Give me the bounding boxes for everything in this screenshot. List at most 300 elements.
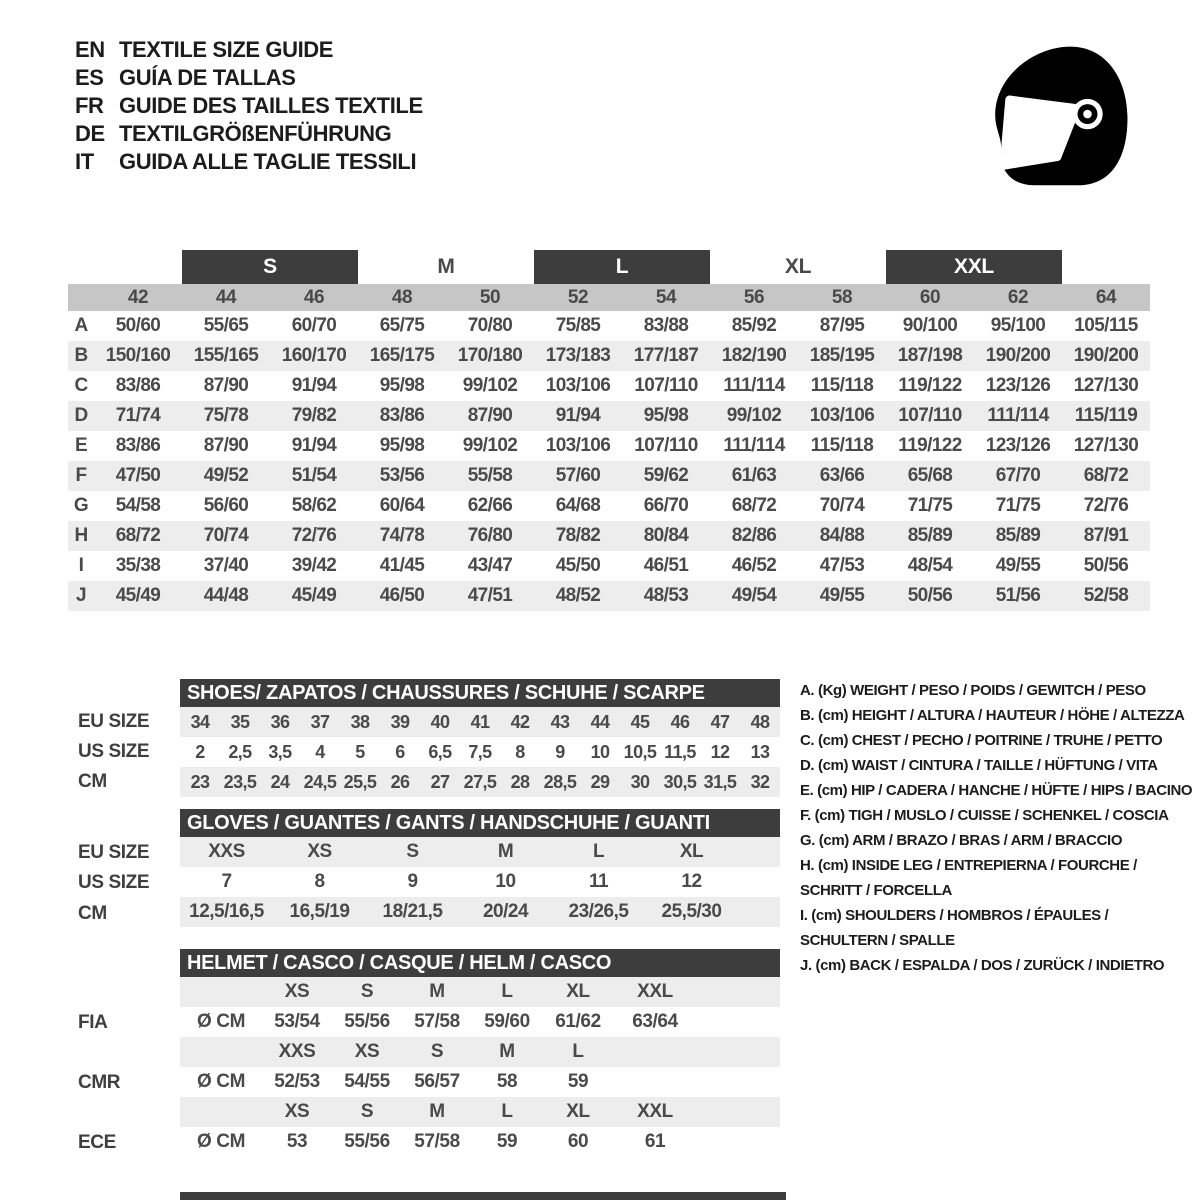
measurement-value: 103/106 <box>545 375 611 396</box>
measurement-row <box>68 431 1150 461</box>
numeric-size-label: 58 <box>831 286 853 308</box>
shoes-us-value: 6,5 <box>428 741 452 762</box>
measurement-value: 54/58 <box>115 495 161 516</box>
gloves-cm-label: CM <box>78 903 107 924</box>
helmet-diameter-value: 53 <box>286 1131 308 1152</box>
shoes-eu-row <box>180 707 780 737</box>
language-code: DE <box>75 121 105 146</box>
helmet-diameter-value: 58 <box>496 1071 518 1092</box>
helmet-cmr-label: CMR <box>78 1072 121 1093</box>
measurement-value: 65/68 <box>907 465 953 486</box>
numeric-size-label: 46 <box>303 286 325 308</box>
measurement-value: 48/53 <box>643 585 689 606</box>
helmet-diameter-value: 59/60 <box>484 1011 530 1032</box>
numeric-size-label: 44 <box>215 286 237 308</box>
row-letter: A <box>74 315 88 336</box>
measurement-value: 123/126 <box>985 435 1051 456</box>
measurement-rows <box>68 311 1150 611</box>
numeric-size-header-row <box>68 284 1150 311</box>
shoes-us-value: 12 <box>710 741 730 762</box>
numeric-size-label: 56 <box>743 286 765 308</box>
shoes-eu-value: 47 <box>710 711 730 732</box>
gloves-eu-value: XXS <box>208 841 245 862</box>
measurement-value: 173/183 <box>545 345 611 366</box>
measurement-value: 55/65 <box>203 315 249 336</box>
shoes-eu-value: 46 <box>670 711 690 732</box>
shoes-us-value: 10 <box>590 741 610 762</box>
gloves-cm-value: 16,5/19 <box>289 901 350 922</box>
helmet-sizes-row <box>180 1037 780 1067</box>
helmet-fia-label: FIA <box>78 1012 108 1033</box>
row-letter: G <box>73 495 89 516</box>
helmet-size-label: S <box>360 981 374 1002</box>
gloves-us-value: 7 <box>221 871 232 892</box>
measurement-value: 68/72 <box>115 525 161 546</box>
shoes-eu-value: 35 <box>230 711 250 732</box>
measurement-value: 44/48 <box>203 585 249 606</box>
measurement-value: 150/160 <box>105 345 171 366</box>
measurement-value: 56/60 <box>203 495 249 516</box>
helmet-diameter-value: 59 <box>496 1131 518 1152</box>
helmet-size-table <box>180 949 780 1157</box>
measurement-value: 127/130 <box>1073 435 1139 456</box>
measurement-value: 47/53 <box>819 555 865 576</box>
gloves-us-row <box>180 867 780 897</box>
helmet-values-row <box>180 1007 780 1037</box>
legend-line: C. (cm) CHEST / PECHO / POITRINE / TRUHE / PETTO <box>800 732 1163 749</box>
measurement-value: 60/64 <box>379 495 425 516</box>
helmet-diameter-value: 57/58 <box>414 1131 460 1152</box>
measurement-value: 83/88 <box>643 315 689 336</box>
measurement-row <box>68 521 1150 551</box>
measurement-row <box>68 581 1150 611</box>
measurement-value: 115/119 <box>1074 405 1138 426</box>
measurement-value: 165/175 <box>369 345 435 366</box>
size-group-header-row <box>68 250 1150 284</box>
measurement-value: 50/60 <box>115 315 161 336</box>
measurement-value: 85/89 <box>907 525 953 546</box>
gloves-us-value: 12 <box>681 871 702 892</box>
shoes-cm-value: 32 <box>750 771 770 792</box>
measurement-value: 90/100 <box>902 315 958 336</box>
legend-line: E. (cm) HIP / CADERA / HANCHE / HÜFTE / HIPS / BACINO <box>800 782 1193 799</box>
measurement-value: 182/190 <box>721 345 787 366</box>
measurement-value: 50/56 <box>1083 555 1129 576</box>
measurement-value: 170/180 <box>457 345 523 366</box>
measurement-value: 91/94 <box>291 435 337 456</box>
helmet-standard-rows <box>180 977 780 1157</box>
shoes-us-value: 2 <box>195 741 205 762</box>
helmet-size-label: XS <box>354 1041 380 1062</box>
shoes-eu-value: 38 <box>350 711 370 732</box>
measurement-row <box>68 461 1150 491</box>
row-letter: F <box>75 465 87 486</box>
gloves-cm-value: 20/24 <box>482 901 529 922</box>
diameter-unit-label: Ø CM <box>196 1011 245 1032</box>
measurement-value: 115/118 <box>810 375 874 396</box>
measurement-value: 87/90 <box>203 435 249 456</box>
numeric-size-label: 42 <box>127 286 149 308</box>
helmet-size-label: XXL <box>637 1101 673 1122</box>
shoes-eu-value: 37 <box>310 711 330 732</box>
shoes-cm-value: 31,5 <box>703 771 737 792</box>
legend-line: I. (cm) SHOULDERS / HOMBROS / ÉPAULES / <box>800 907 1109 924</box>
gloves-cm-value: 18/21,5 <box>382 901 443 922</box>
measurement-value: 49/55 <box>819 585 865 606</box>
language-row <box>75 92 423 120</box>
garment-size-table <box>68 250 1150 611</box>
helmet-size-label: XS <box>284 1101 310 1122</box>
helmet-size-label: M <box>499 1041 515 1062</box>
gloves-eu-value: S <box>406 841 419 862</box>
shoes-us-value: 2,5 <box>228 741 252 762</box>
numeric-size-label: 54 <box>655 286 677 308</box>
measurement-value: 39/42 <box>291 555 337 576</box>
gloves-eu-value: M <box>497 841 514 862</box>
row-letter: B <box>74 345 88 366</box>
gloves-us-value: 11 <box>588 871 609 892</box>
measurement-value: 70/80 <box>467 315 513 336</box>
helmet-size-label: L <box>572 1041 584 1062</box>
measurement-value: 79/82 <box>291 405 337 426</box>
measurement-value: 48/52 <box>555 585 601 606</box>
helmet-diameter-value: 63/64 <box>632 1011 678 1032</box>
measurement-value: 103/106 <box>809 405 875 426</box>
shoes-cm-value: 26 <box>390 771 410 792</box>
measurement-value: 87/95 <box>819 315 865 336</box>
shoes-cm-value: 23,5 <box>223 771 257 792</box>
measurement-value: 67/70 <box>995 465 1041 486</box>
gloves-section-header: GLOVES / GUANTES / GANTS / HANDSCHUHE / GUANTI <box>180 809 780 837</box>
helmet-icon <box>983 35 1135 195</box>
gloves-eu-row <box>180 837 780 867</box>
guide-title-text: TEXTILGRÖßENFÜHRUNG <box>119 121 392 146</box>
diameter-unit-label: Ø CM <box>196 1131 245 1152</box>
measurement-value: 85/92 <box>731 315 777 336</box>
measurement-value: 46/52 <box>731 555 777 576</box>
measurement-value: 95/100 <box>990 315 1046 336</box>
measurement-value: 74/78 <box>379 525 425 546</box>
guide-title-text: GUIDA ALLE TAGLIE TESSILI <box>119 149 417 174</box>
measurement-value: 91/94 <box>291 375 337 396</box>
numeric-size-label: 62 <box>1007 286 1029 308</box>
size-group-xl: XL <box>784 255 812 278</box>
gloves-size-table <box>180 809 780 927</box>
gloves-eu-value: XS <box>307 841 332 862</box>
helmet-diameter-value: 61 <box>644 1131 666 1152</box>
legend-line: F. (cm) TIGH / MUSLO / CUISSE / SCHENKEL / COSCIA <box>800 807 1169 824</box>
measurement-value: 83/86 <box>115 375 161 396</box>
legend-line: G. (cm) ARM / BRAZO / BRAS / ARM / BRACCIO <box>800 832 1123 849</box>
measurement-value: 45/50 <box>555 555 601 576</box>
helmet-size-label: XXL <box>637 981 673 1002</box>
shoes-size-table <box>180 679 780 797</box>
shoes-cm-value: 28,5 <box>543 771 577 792</box>
language-code: FR <box>75 93 104 118</box>
measurement-value: 95/98 <box>643 405 689 426</box>
helmet-sizes-row <box>180 977 780 1007</box>
measurement-value: 123/126 <box>985 375 1051 396</box>
measurement-row <box>68 401 1150 431</box>
measurement-value: 111/114 <box>723 375 785 396</box>
gloves-cm-value: 25,5/30 <box>661 901 722 922</box>
measurement-value: 72/76 <box>291 525 337 546</box>
shoes-eu-value: 42 <box>510 711 530 732</box>
measurement-value: 51/54 <box>291 465 337 486</box>
row-letter: E <box>74 435 88 456</box>
measurement-value: 46/50 <box>379 585 425 606</box>
measurement-value: 87/91 <box>1083 525 1129 546</box>
language-row <box>75 36 423 64</box>
measurement-value: 68/72 <box>731 495 777 516</box>
cropped-next-section-bar <box>180 1192 786 1200</box>
measurement-value: 71/75 <box>995 495 1041 516</box>
measurement-value: 75/78 <box>203 405 249 426</box>
measurement-value: 85/89 <box>995 525 1041 546</box>
measurement-value: 127/130 <box>1073 375 1139 396</box>
measurement-row <box>68 491 1150 521</box>
measurement-value: 48/54 <box>907 555 953 576</box>
measurement-value: 115/118 <box>810 435 874 456</box>
numeric-size-label: 52 <box>567 286 589 308</box>
helmet-size-label: XS <box>284 981 310 1002</box>
measurement-value: 72/76 <box>1083 495 1129 516</box>
measurement-row <box>68 341 1150 371</box>
shoes-cm-value: 23 <box>190 771 210 792</box>
shoes-cm-value: 27 <box>430 771 450 792</box>
measurement-value: 119/122 <box>898 435 962 456</box>
measurement-value: 111/114 <box>723 435 785 456</box>
row-letter: H <box>74 525 88 546</box>
measurement-value: 107/110 <box>634 435 698 456</box>
measurement-value: 52/58 <box>1083 585 1129 606</box>
measurement-value: 80/84 <box>643 525 689 546</box>
shoes-us-value: 8 <box>515 741 525 762</box>
helmet-diameter-value: 56/57 <box>414 1071 460 1092</box>
shoes-us-value: 7,5 <box>468 741 492 762</box>
size-group-s: S <box>182 250 358 284</box>
measurement-value: 83/86 <box>115 435 161 456</box>
helmet-size-label: S <box>360 1101 374 1122</box>
shoes-cm-row <box>180 767 780 797</box>
shoes-cm-value: 28 <box>510 771 530 792</box>
helmet-size-label: L <box>501 981 513 1002</box>
measurement-value: 87/90 <box>203 375 249 396</box>
measurement-value: 99/102 <box>462 435 518 456</box>
measurement-value: 65/75 <box>379 315 425 336</box>
language-code: ES <box>75 65 104 90</box>
helmet-values-row <box>180 1127 780 1157</box>
guide-title-text: GUÍA DE TALLAS <box>119 65 296 90</box>
measurement-value: 45/49 <box>291 585 337 606</box>
shoes-cm-value: 30 <box>630 771 650 792</box>
measurement-value: 155/165 <box>193 345 259 366</box>
language-row <box>75 64 423 92</box>
measurement-value: 60/70 <box>291 315 337 336</box>
gloves-eu-value: XL <box>679 841 704 862</box>
measurement-value: 68/72 <box>1083 465 1129 486</box>
helmet-sizes-row <box>180 1097 780 1127</box>
measurement-value: 57/60 <box>555 465 601 486</box>
shoes-us-value: 3,5 <box>268 741 292 762</box>
helmet-diameter-value: 61/62 <box>555 1011 601 1032</box>
guide-title-text: GUIDE DES TAILLES TEXTILE <box>119 93 423 118</box>
row-letter: D <box>74 405 88 426</box>
gloves-cm-value: 12,5/16,5 <box>189 901 264 922</box>
gloves-cm-row <box>180 897 780 927</box>
shoes-us-size-label: US SIZE <box>78 741 150 762</box>
shoes-cm-value: 30,5 <box>663 771 697 792</box>
shoes-us-value: 10,5 <box>623 741 657 762</box>
language-code: EN <box>75 37 105 62</box>
shoes-cm-value: 27,5 <box>463 771 497 792</box>
shoes-eu-value: 48 <box>750 711 770 732</box>
legend-line: SCHRITT / FORCELLA <box>800 882 952 899</box>
size-group-m: M <box>437 255 455 278</box>
measurement-value: 35/38 <box>115 555 161 576</box>
measurement-value: 70/74 <box>819 495 865 516</box>
measurement-value: 71/75 <box>907 495 953 516</box>
language-row <box>75 120 423 148</box>
gloves-us-size-label: US SIZE <box>78 872 150 893</box>
shoes-eu-value: 44 <box>590 711 610 732</box>
shoes-cm-value: 25,5 <box>343 771 377 792</box>
measurement-value: 62/66 <box>467 495 513 516</box>
measurement-value: 53/56 <box>379 465 425 486</box>
measurement-value: 107/110 <box>634 375 698 396</box>
measurement-value: 70/74 <box>203 525 249 546</box>
measurement-value: 75/85 <box>555 315 601 336</box>
legend-line: A. (Kg) WEIGHT / PESO / POIDS / GEWITCH / PESO <box>800 682 1146 699</box>
measurement-value: 84/88 <box>819 525 865 546</box>
measurement-value: 103/106 <box>545 435 611 456</box>
shoes-us-value: 13 <box>750 741 770 762</box>
shoes-eu-value: 43 <box>550 711 570 732</box>
measurement-value: 160/170 <box>281 345 347 366</box>
measurement-value: 63/66 <box>819 465 865 486</box>
size-group-xxl: XXL <box>886 250 1062 284</box>
helmet-size-label: M <box>429 981 445 1002</box>
row-letter: J <box>76 585 86 606</box>
measurement-value: 185/195 <box>809 345 875 366</box>
shoes-cm-value: 24 <box>270 771 290 792</box>
helmet-diameter-value: 59 <box>567 1071 589 1092</box>
shoes-us-value: 6 <box>395 741 405 762</box>
measurement-value: 105/115 <box>1074 315 1138 336</box>
measurement-value: 41/45 <box>379 555 425 576</box>
measurement-row <box>68 371 1150 401</box>
measurement-value: 49/55 <box>995 555 1041 576</box>
measurement-value: 66/70 <box>643 495 689 516</box>
shoes-us-value: 9 <box>555 741 565 762</box>
measurement-value: 58/62 <box>291 495 337 516</box>
measurement-value: 107/110 <box>898 405 962 426</box>
legend-line: J. (cm) BACK / ESPALDA / DOS / ZURÜCK / INDIETRO <box>800 957 1165 974</box>
shoes-eu-value: 39 <box>390 711 410 732</box>
helmet-diameter-value: 60 <box>567 1131 589 1152</box>
measurement-value: 119/122 <box>898 375 962 396</box>
shoes-eu-value: 34 <box>190 711 210 732</box>
measurement-value: 47/50 <box>115 465 161 486</box>
diameter-unit-label: Ø CM <box>196 1071 245 1092</box>
helmet-size-label: L <box>501 1101 513 1122</box>
measurement-value: 190/200 <box>985 345 1051 366</box>
shoes-us-value: 5 <box>355 741 365 762</box>
legend-line: SCHULTERN / SPALLE <box>800 932 955 949</box>
legend-line: H. (cm) INSIDE LEG / ENTREPIERNA / FOURCHE / <box>800 857 1137 874</box>
measurement-value: 50/56 <box>907 585 953 606</box>
measurement-value: 49/52 <box>203 465 249 486</box>
language-code: IT <box>75 149 94 174</box>
measurement-value: 187/198 <box>897 345 963 366</box>
size-group-l: L <box>534 250 710 284</box>
helmet-section-header: HELMET / CASCO / CASQUE / HELM / CASCO <box>180 949 780 977</box>
gloves-eu-size-label: EU SIZE <box>78 842 150 863</box>
measurement-value: 43/47 <box>467 555 513 576</box>
helmet-diameter-value: 57/58 <box>414 1011 460 1032</box>
row-letter: I <box>78 555 84 576</box>
measurement-value: 37/40 <box>203 555 249 576</box>
measurement-value: 51/56 <box>995 585 1041 606</box>
measurement-value: 95/98 <box>379 435 425 456</box>
numeric-size-label: 64 <box>1095 286 1117 308</box>
shoes-us-row <box>180 737 780 767</box>
numeric-size-label: 50 <box>479 286 501 308</box>
measurement-value: 99/102 <box>726 405 782 426</box>
measurement-legend <box>800 678 1200 978</box>
measurement-value: 59/62 <box>643 465 689 486</box>
gloves-eu-value: L <box>592 841 605 862</box>
numeric-size-label: 60 <box>919 286 941 308</box>
guide-title-text: TEXTILE SIZE GUIDE <box>119 37 334 62</box>
language-row <box>75 148 423 176</box>
helmet-size-label: XXS <box>278 1041 316 1062</box>
shoes-us-value: 4 <box>315 741 325 762</box>
measurement-value: 47/51 <box>467 585 513 606</box>
gloves-us-value: 8 <box>314 871 325 892</box>
measurement-value: 78/82 <box>555 525 601 546</box>
helmet-diameter-value: 52/53 <box>274 1071 320 1092</box>
gloves-us-value: 9 <box>407 871 418 892</box>
helmet-values-row <box>180 1067 780 1097</box>
gloves-us-value: 10 <box>495 871 516 892</box>
shoes-eu-value: 41 <box>470 711 490 732</box>
measurement-value: 111/114 <box>987 405 1049 426</box>
measurement-value: 55/58 <box>467 465 513 486</box>
measurement-value: 49/54 <box>731 585 777 606</box>
shoes-section-header: SHOES/ ZAPATOS / CHAUSSURES / SCHUHE / SCARPE <box>180 679 780 707</box>
measurement-value: 76/80 <box>467 525 513 546</box>
measurement-value: 95/98 <box>379 375 425 396</box>
measurement-value: 46/51 <box>643 555 689 576</box>
measurement-row <box>68 551 1150 581</box>
shoes-eu-value: 36 <box>270 711 290 732</box>
measurement-value: 177/187 <box>633 345 699 366</box>
numeric-size-label: 48 <box>391 286 413 308</box>
gloves-cm-value: 23/26,5 <box>568 901 629 922</box>
helmet-ece-label: ECE <box>78 1132 116 1153</box>
helmet-size-label: XL <box>566 1101 590 1122</box>
helmet-size-label: XL <box>566 981 590 1002</box>
shoes-eu-value: 45 <box>630 711 650 732</box>
helmet-diameter-value: 53/54 <box>274 1011 320 1032</box>
measurement-value: 64/68 <box>555 495 601 516</box>
measurement-value: 83/86 <box>379 405 425 426</box>
helmet-diameter-value: 55/56 <box>344 1011 390 1032</box>
measurement-value: 61/63 <box>731 465 777 486</box>
measurement-value: 45/49 <box>115 585 161 606</box>
shoes-cm-value: 24,5 <box>303 771 337 792</box>
